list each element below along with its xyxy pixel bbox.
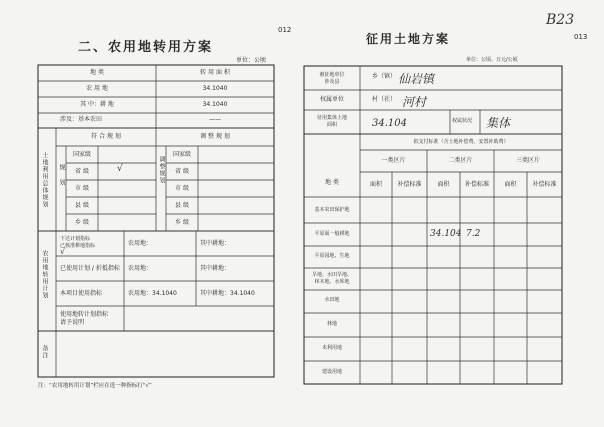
land-type-row-label: 水田地 (324, 297, 340, 303)
handwritten-corner-mark: B23 (546, 12, 575, 28)
land-type-row-label: 建设用地 (321, 369, 342, 375)
plan-side-vertical: 规 划 (58, 164, 65, 186)
plan-header-after: 调 整 规 划 (200, 133, 230, 140)
standard-cell-value: 7.2 (466, 229, 481, 239)
info-label-ownership: 权属状况 (452, 118, 473, 124)
check-mark-icon: √ (117, 164, 123, 174)
compensation-header: 拟支付标准（含土地补偿费、安置补助费） (413, 139, 509, 145)
level-label: 乡 级 (175, 219, 189, 226)
right-form-title: 征用土地方案 (366, 32, 451, 46)
sub-col: 补偿标准 (464, 181, 489, 188)
land-type-row-label: 旱地、水田旱地、 林木地、水库地 (311, 272, 352, 285)
level-label: 县 级 (75, 202, 89, 209)
info-value: 村（社） (372, 96, 397, 103)
level-label: 市 级 (175, 185, 189, 192)
land-type-row-label: 平原园地、生地 (314, 253, 350, 259)
info-label: 征用集体土地 面积 (316, 115, 347, 128)
plan-header-before: 符 合 规 划 (91, 133, 121, 140)
handwritten-info-value: 34.104 (372, 118, 407, 129)
col-group: 一类区片 (381, 157, 406, 164)
area-header-type: 地 类 (90, 69, 104, 76)
sub-col: 面积 (437, 181, 450, 188)
annual-row-value-b: 其中耕地： (200, 240, 231, 247)
level-label: 国家级 (72, 151, 91, 158)
remark-label: 备注 (41, 345, 48, 359)
sub-col: 面积 (369, 181, 382, 188)
area-row-value: 34.1040 (202, 101, 228, 108)
left-form-title: 二、农用地转用方案 (78, 40, 214, 55)
col-group: 二类区片 (448, 157, 473, 164)
right-unit-label: 单位：公顷、万元/公顷 (466, 57, 518, 63)
info-label: 被征地单位 涉及县 (319, 72, 345, 85)
handwritten-info-value: 仙岩镇 (398, 72, 435, 86)
annual-row-value-a: 农用地： (128, 265, 153, 272)
land-type-row-label: 林地 (326, 321, 337, 327)
level-label: 国家级 (172, 151, 191, 158)
level-label: 市 级 (75, 185, 89, 192)
area-row-label: 农 用 地 (86, 85, 108, 92)
side-label-general-plan: 土地利用总体规划 (41, 152, 48, 208)
annual-row-label: 本项目使用指标 (60, 290, 103, 297)
annual-row-value-a: 农用地： (128, 240, 153, 247)
area-row-label: 涉及：基本农田 (60, 116, 103, 123)
area-cell-value: 34.104 (430, 229, 462, 239)
level-label: 县 级 (175, 202, 189, 209)
annual-row-label: 下达计划指标 已核准耕地指标 (60, 236, 96, 249)
col-group: 三类区片 (515, 157, 540, 164)
area-header-area: 转 用 面 积 (200, 69, 230, 76)
level-label: 省 级 (75, 168, 89, 175)
sub-col: 面积 (504, 181, 517, 188)
area-row-value: 34.1040 (202, 85, 228, 92)
level-label: 乡 级 (75, 219, 89, 226)
area-row-label: 其 中：耕 地 (80, 101, 114, 108)
side-label-annual-plan: 农用地转用计划 (41, 250, 48, 299)
right-page-number: 013 (574, 33, 588, 41)
handwritten-info-value: 河村 (402, 95, 427, 109)
sub-col: 补偿标准 (532, 181, 557, 188)
land-type-row-label: 基本农田保护地 (314, 207, 350, 213)
annual-row-value-b: 其中耕地：34.1040 (200, 290, 255, 297)
land-type-row-label: 未利用地 (321, 345, 342, 351)
land-type-row-label: 平原面一般耕地 (314, 231, 350, 237)
adjust-side-vertical: 调整规划 (158, 156, 165, 184)
annual-row-label: 已使用计划 / 折抵指标 (60, 265, 120, 272)
annual-check-mark-icon: √ (60, 247, 66, 256)
left-page-number: 012 (278, 26, 292, 34)
left-footnote: 注：“农用地转用计划”栏应在选一种指标打“√” (38, 383, 152, 389)
annual-row-value-a: 农用地：34.1040 (128, 290, 177, 297)
annual-row-value-b: 其中耕地： (200, 265, 231, 272)
info-value: 乡（镇） (372, 73, 397, 80)
area-row-value: —— (209, 116, 221, 123)
info-label: 权属单位 (319, 96, 344, 103)
annual-row-label: 使用地转计划指标 请予说明 (60, 311, 109, 327)
handwritten-info-value: 集体 (486, 116, 511, 130)
left-unit-label: 单位：公顷 (236, 57, 267, 64)
row-header: 地 类 (325, 179, 339, 186)
sub-col: 补偿标准 (397, 181, 422, 188)
level-label: 省 级 (175, 168, 189, 175)
